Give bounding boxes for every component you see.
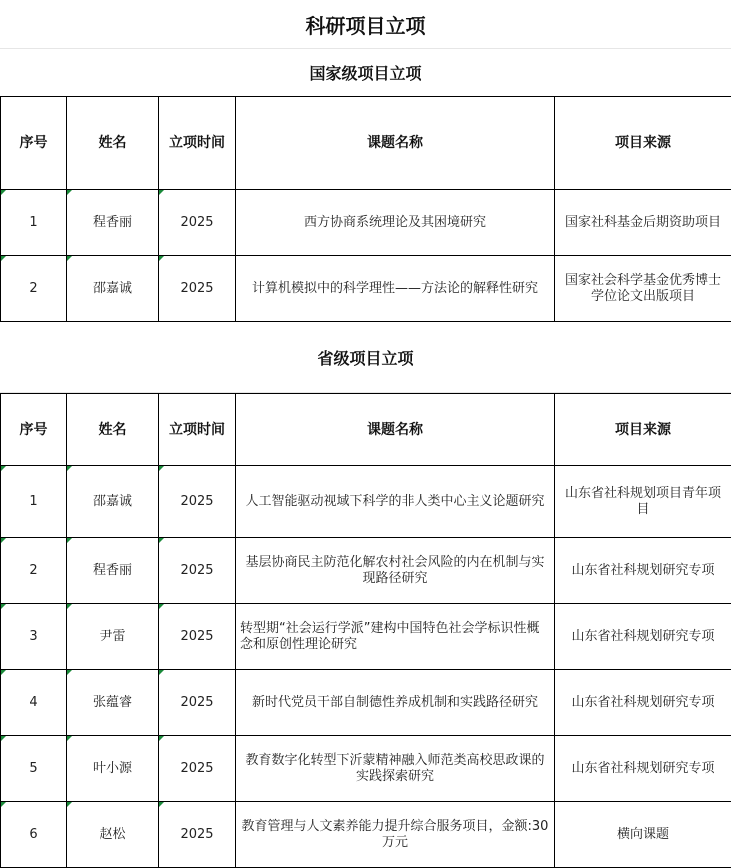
cell-topic: 人工智能驱动视域下科学的非人类中心主义论题研究 [236,466,555,538]
cell-index: 1 [1,466,67,538]
provincial-projects-table [0,393,731,868]
header-topic: 课题名称 [236,97,555,190]
cell-source: 山东省社科规划研究专项 [555,736,731,802]
cell-source: 山东省社科规划研究专项 [555,538,731,604]
table-row [1,670,731,736]
header-source: 项目来源 [555,97,731,190]
cell-topic: 西方协商系统理论及其困境研究 [236,190,555,256]
cell-source: 山东省社科规划研究专项 [555,604,731,670]
cell-year: 2025 [159,190,236,256]
cell-index: 6 [1,802,67,868]
cell-topic: 教育数字化转型下沂蒙精神融入师范类高校思政课的实践探索研究 [236,736,555,802]
cell-name: 邵嘉诚 [67,466,159,538]
cell-year: 2025 [159,604,236,670]
cell-name: 程香丽 [67,538,159,604]
header-name: 姓名 [67,394,159,466]
cell-topic: 转型期“社会运行学派”建构中国特色社会学标识性概念和原创性理论研究 [236,604,555,670]
cell-name: 尹雷 [67,604,159,670]
header-index: 序号 [1,394,67,466]
cell-name: 叶小源 [67,736,159,802]
header-name: 姓名 [67,97,159,190]
cell-source: 山东省社科规划研究专项 [555,670,731,736]
cell-source: 横向课题 [555,802,731,868]
cell-name: 邵嘉诚 [67,256,159,322]
header-source: 项目来源 [555,394,731,466]
table-row [1,802,731,868]
page-title: 科研项目立项 [0,0,731,49]
cell-name: 程香丽 [67,190,159,256]
table-row [1,538,731,604]
table-row [1,604,731,670]
cell-topic: 新时代党员干部自制德性养成机制和实践路径研究 [236,670,555,736]
cell-year: 2025 [159,466,236,538]
cell-year: 2025 [159,538,236,604]
table-row [1,736,731,802]
national-projects-table [0,96,731,322]
table-row [1,190,731,256]
table-header-row [1,97,731,190]
header-topic: 课题名称 [236,394,555,466]
cell-name: 张蕴睿 [67,670,159,736]
cell-index: 1 [1,190,67,256]
cell-topic: 教育管理与人文素养能力提升综合服务项目，金额:30万元 [236,802,555,868]
cell-topic: 计算机模拟中的科学理性——方法论的解释性研究 [236,256,555,322]
provincial-section-heading: 省级项目立项 [317,349,414,368]
cell-source: 国家社科基金后期资助项目 [555,190,731,256]
cell-index: 2 [1,538,67,604]
table-row [1,466,731,538]
header-year: 立项时间 [159,97,236,190]
cell-topic: 基层协商民主防范化解农村社会风险的内在机制与实现路径研究 [236,538,555,604]
table-row [1,256,731,322]
header-year: 立项时间 [159,394,236,466]
cell-name: 赵松 [67,802,159,868]
cell-year: 2025 [159,802,236,868]
cell-index: 5 [1,736,67,802]
cell-source: 山东省社科规划项目青年项目 [555,466,731,538]
cell-index: 4 [1,670,67,736]
cell-year: 2025 [159,736,236,802]
cell-index: 2 [1,256,67,322]
national-section-heading: 国家级项目立项 [309,64,422,83]
table-header-row [1,394,731,466]
cell-year: 2025 [159,256,236,322]
header-index: 序号 [1,97,67,190]
cell-index: 3 [1,604,67,670]
cell-source: 国家社会科学基金优秀博士学位论文出版项目 [555,256,731,322]
cell-year: 2025 [159,670,236,736]
